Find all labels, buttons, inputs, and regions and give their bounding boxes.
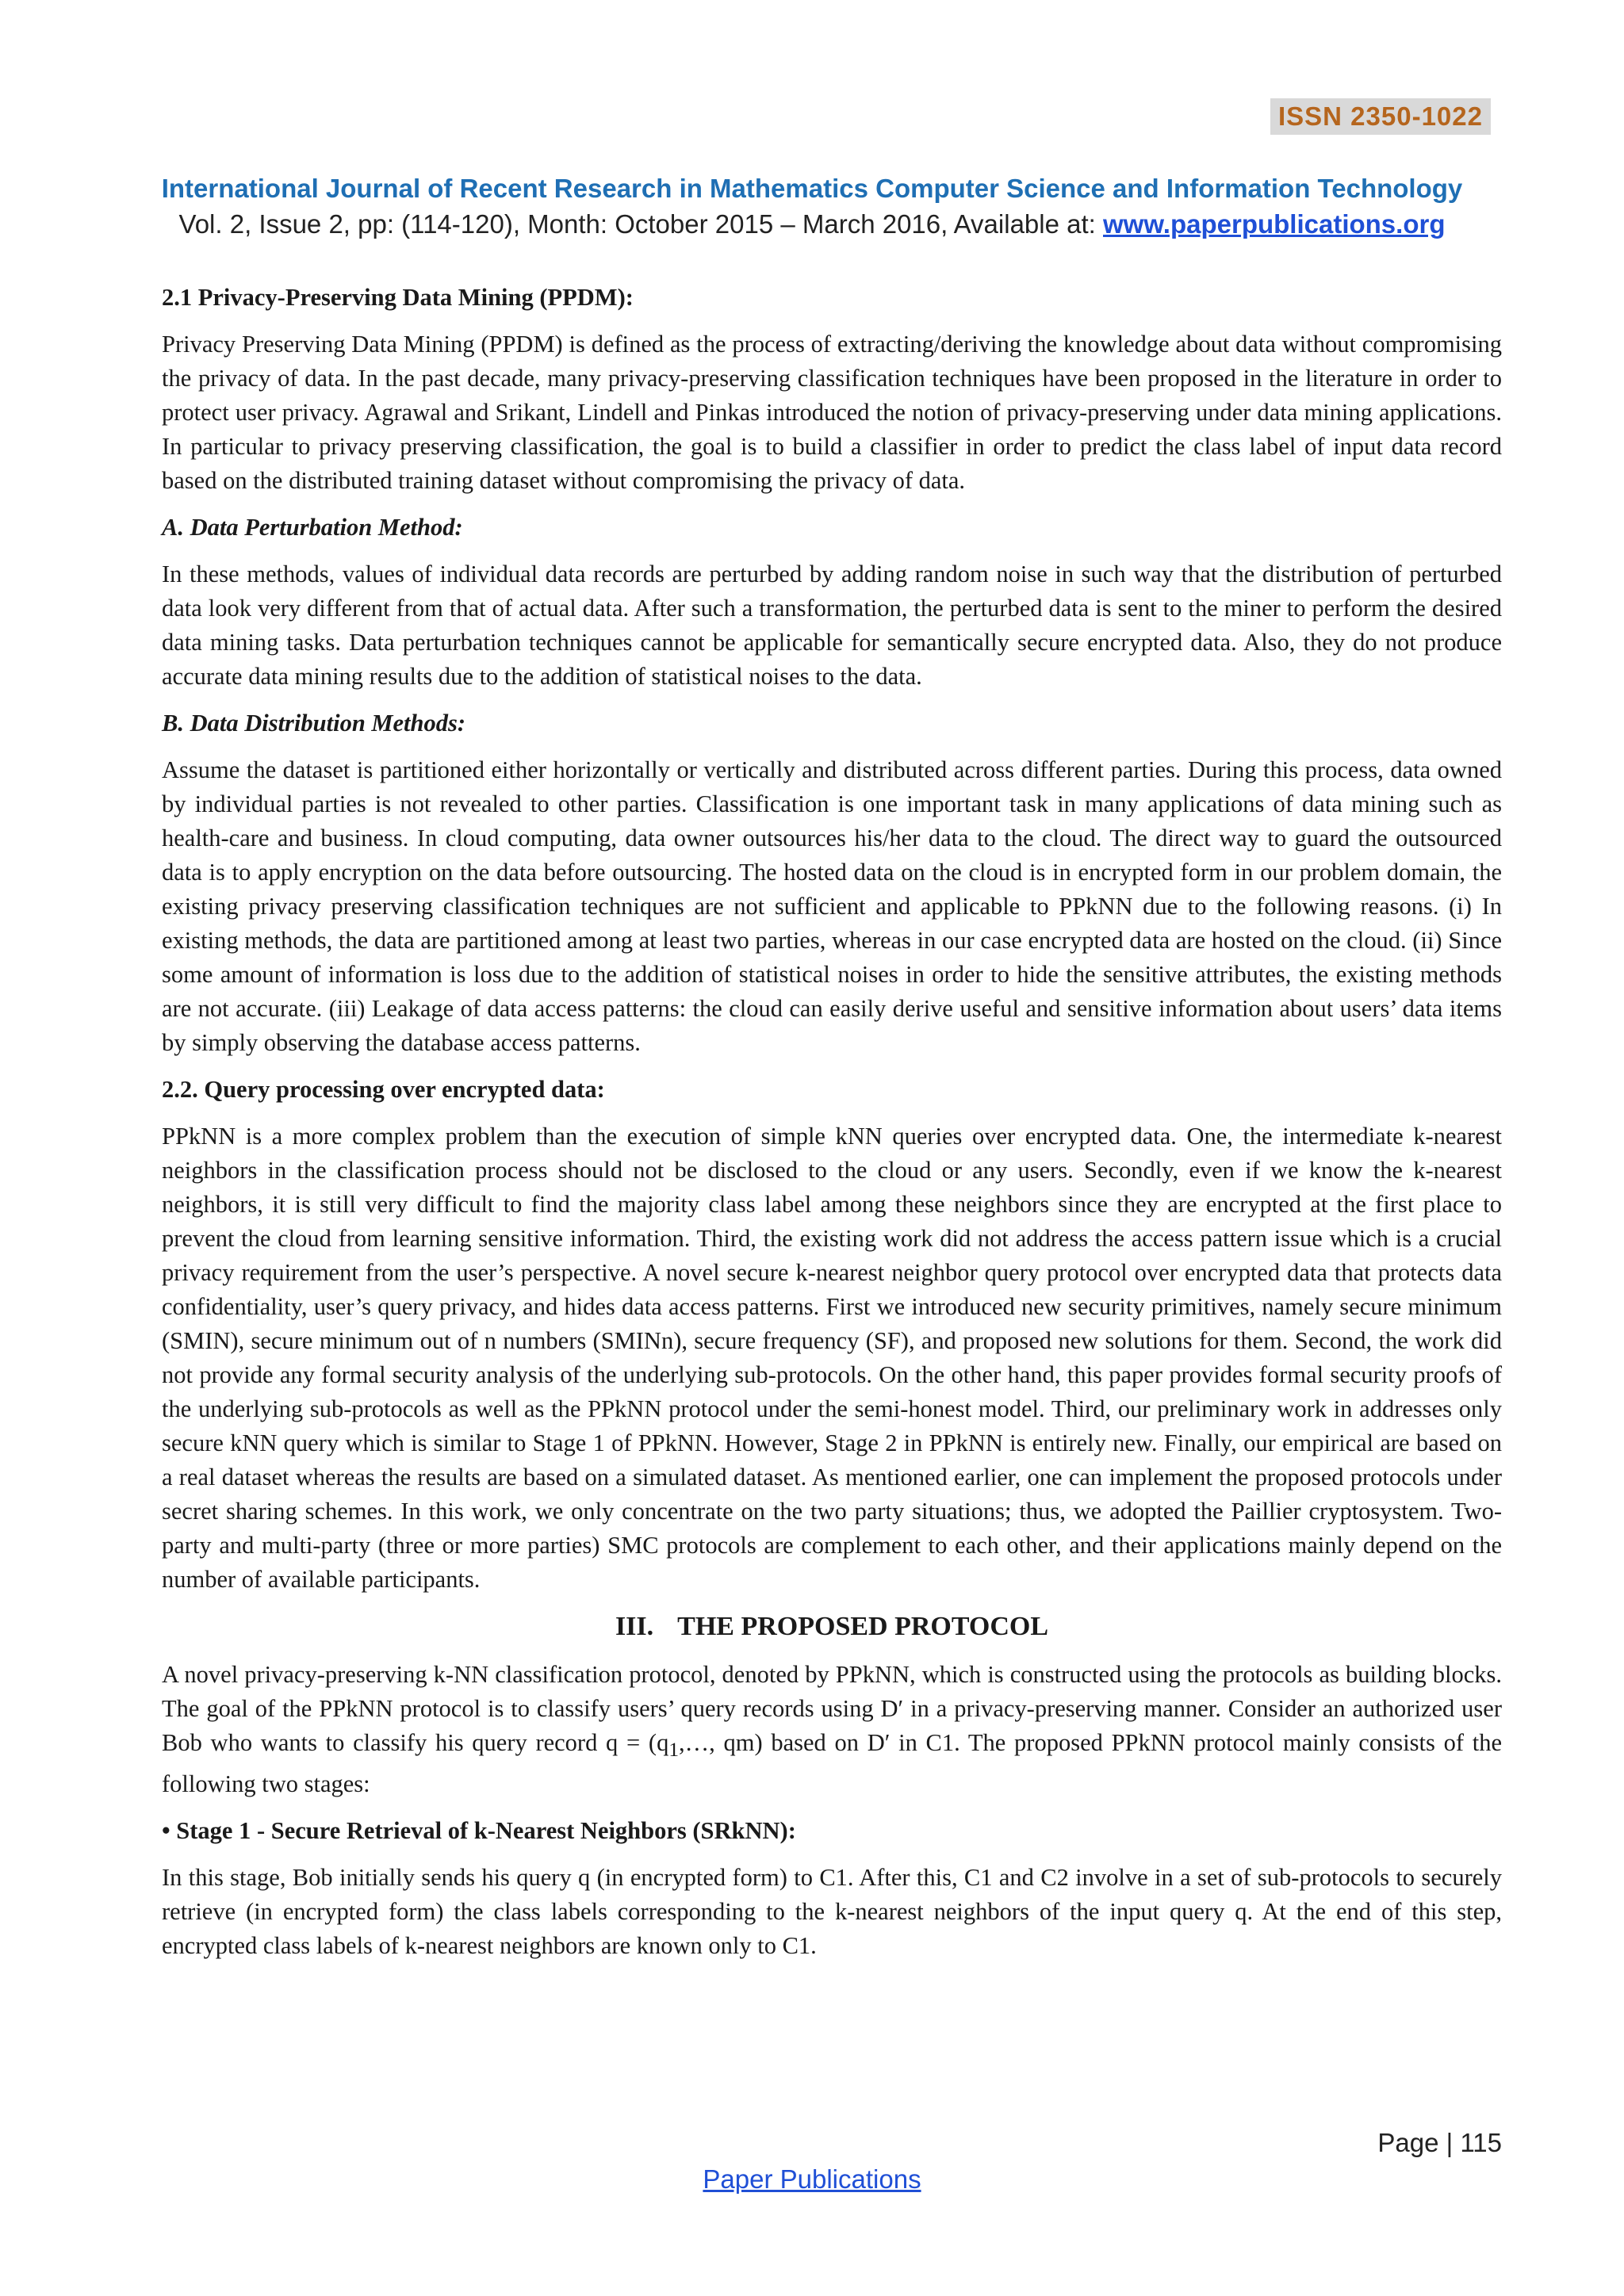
article-body (162, 281, 1502, 1976)
section-title: THE PROPOSED PROTOCOL (677, 1612, 1049, 1641)
paragraph-perturbation: In these methods, values of individual data records are perturbed by adding random noise in such way that the distribution of perturbed data look very different from that of actual data. After such a transformation, the perturbed data is sent to the miner to perform the desired data mining tasks. Data perturbation techniques cannot be applicable for semantically secure encrypted data. Also, they do not produce accurate data mining results due to the addition of statistical noises to the data. (162, 561, 1502, 690)
stage1-heading: • Stage 1 - Secure Retrieval of k-Nearest Neighbors (SRkNN): (162, 1817, 796, 1845)
paragraph-query-processing: PPkNN is a more complex problem than the execution of simple kNN queries over encrypted data. One, the intermediate k-nearest neighbors in the classification process should not be disclosed to the cloud or any users. Secondly, even if we know the k-nearest neighbors, it is still very difficult to find the majority class label among these neighbors since they are encrypted at the first place to prevent the cloud from learning sensitive information. Third, the existing work did not address the access pattern issue which is a crucial privacy requirement from the user’s perspective. A novel secure k-nearest neighbor query protocol over encrypted data that protects data confidentiality, user’s query privacy, and hides data access patterns. First we introduced new security primitives, namely secure minimum (SMIN), secure minimum out of n numbers (SMINn), secure frequency (SF), and proposed new solutions for them. Second, the work did not provide any formal security analysis of the underlying sub-protocols. On the other hand, this paper provides formal security proofs of the underlying sub-protocols as well as the PPkNN protocol under the semi-honest model. Third, our preliminary work in addresses only secure kNN query which is similar to Stage 1 of PPkNN. However, Stage 2 in PPkNN is entirely new. Finally, our empirical are based on a real dataset whereas the results are based on a simulated dataset. As mentioned earlier, one can implement the proposed protocols under secret sharing schemes. In this work, we only concentrate on the two party situations; thus, we adopted the Paillier cryptosystem. Two-party and multi-party (three or more parties) SMC protocols are complement to each other, and their applications mainly depend on the number of available participants. (162, 1123, 1502, 1593)
volume-info (0, 206, 1624, 243)
website-link[interactable]: www.paperpublications.org (1103, 209, 1446, 239)
journal-name: International Journal of Recent Research in Mathematics Computer Science and Information Technology (161, 174, 1463, 203)
section-heading-2-1: 2.1 Privacy-Preserving Data Mining (PPDM): (162, 284, 634, 311)
paragraph-distribution: Assume the dataset is partitioned either horizontally or vertically and distributed across different parties. During this process, data owned by individual parties is not revealed to other parties. Classification is one important task in many applications of data mining such as health-care and business. In cloud computing, data owner outsources his/her data to the cloud. The direct way to guard the outsourced data is to apply encryption on the data before outsourcing. The hosted data on the cloud is in encrypted form in our problem domain, the existing privacy preserving classification techniques are not sufficient and applicable to PPkNN due to the following reasons. (i) In existing methods, the data are partitioned among at least two parties, whereas in our case encrypted data are hosted on the cloud. (ii) Since some amount of information is loss due to the addition of statistical noises in order to hide the sensitive attributes, the existing methods are not accurate. (iii) Leakage of data access patterns: the cloud can easily derive useful and sensitive information about users’ data items by simply observing the database access patterns. (162, 756, 1502, 1056)
section-heading-2-2: 2.2. Query processing over encrypted data: (162, 1076, 605, 1103)
issn-badge: ISSN 2350-1022 (1270, 98, 1491, 135)
page-number: Page | 115 (1377, 2128, 1502, 2157)
journal-header (0, 171, 1624, 243)
volume-text: Vol. 2, Issue 2, pp: (114-120), Month: October 2015 – March 2016, Available at: (178, 209, 1103, 239)
subsection-heading-b: B. Data Distribution Methods: (162, 710, 466, 737)
subsection-heading-a: A. Data Perturbation Method: (162, 514, 463, 541)
paragraph-stage1: In this stage, Bob initially sends his query q (in encrypted form) to C1. After this, C1 and C2 involve in a set of sub-protocols to securely retrieve (in encrypted form) the class labels corresponding to the k-nearest neighbors of the input query q. At the end of this step, encrypted class labels of k-nearest neighbors are known only to C1. (162, 1864, 1502, 1960)
section-number: III. (615, 1612, 654, 1641)
publisher-link[interactable]: Paper Publications (703, 2164, 921, 2194)
paragraph-ppdm: Privacy Preserving Data Mining (PPDM) is defined as the process of extracting/deriving the knowledge about data without compromising the privacy of data. In the past decade, many privacy-preserving classification techniques have been proposed in the literature in order to protect user privacy. Agrawal and Srikant, Lindell and Pinkas introduced the notion of privacy-preserving under data mining applications. In particular to privacy preserving classification, the goal is to build a classifier in order to predict the class label of input data record based on the distributed training dataset without compromising the privacy of data. (162, 331, 1502, 494)
footer (0, 2164, 1624, 2195)
section-heading-3 (162, 1609, 1502, 1644)
paragraph-protocol: A novel privacy-preserving k-NN classification protocol, denoted by PPkNN, which is constructed using the protocols as building blocks. The goal of the PPkNN protocol is to classify users’ query records using D′ in a privacy-preserving manner. Consider an authorized user Bob who wants to classify his query record $q = (q_1,\dots$, qm) based on D′ in C1. The proposed PPkNN protocol mainly consists of the following two stages: (162, 1661, 1502, 1798)
